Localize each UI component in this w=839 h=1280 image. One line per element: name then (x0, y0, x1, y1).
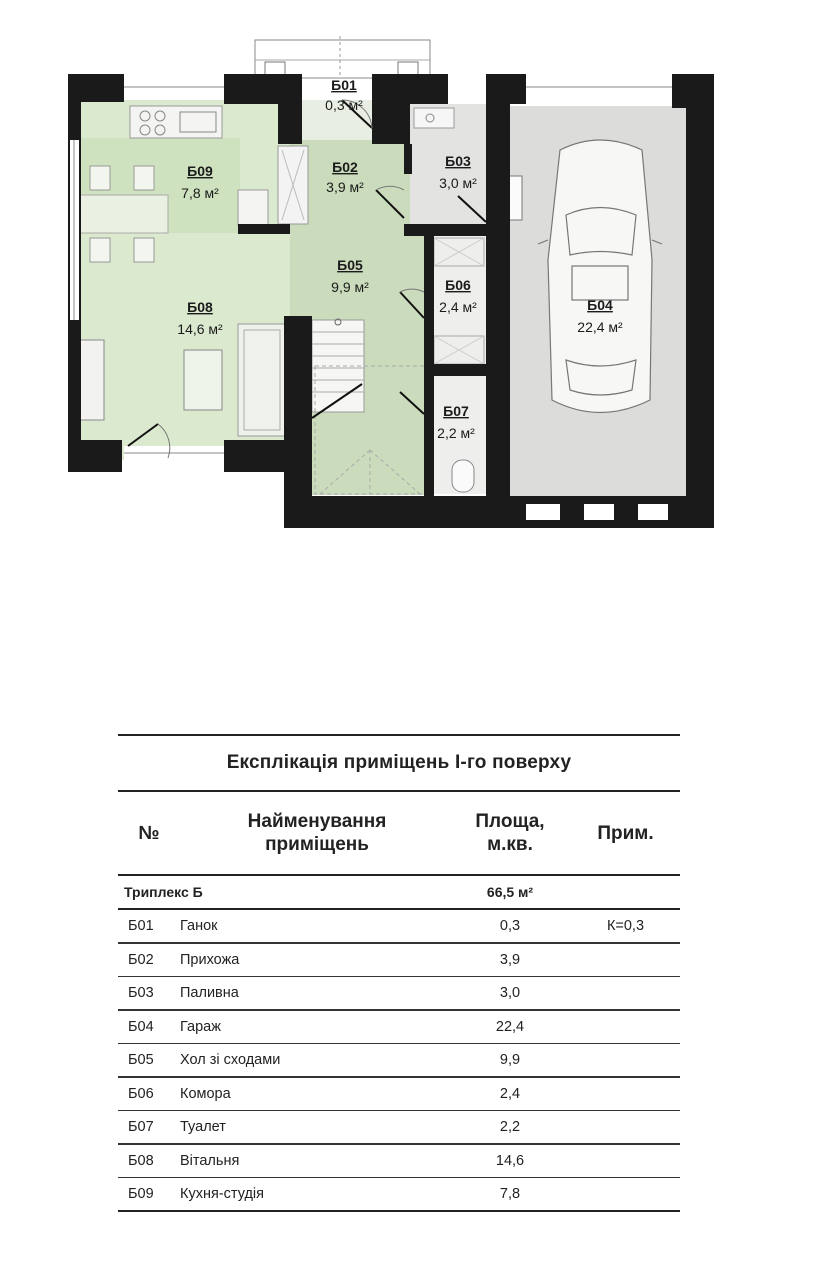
table-row (118, 1178, 680, 1210)
svg-text:2,4 м²: 2,4 м² (439, 299, 477, 315)
header-name (212, 810, 422, 856)
svg-text:Б09: Б09 (187, 163, 213, 179)
table-row (118, 1078, 680, 1110)
header-number: № (138, 823, 160, 844)
svg-text:7,8 м²: 7,8 м² (181, 185, 219, 201)
row-area: 22,4 (495, 1018, 525, 1035)
header-area-line2: м.кв. (487, 834, 533, 855)
row-name: Комора (180, 1085, 231, 1102)
row-number: Б09 (128, 1186, 154, 1202)
svg-text:Б06: Б06 (445, 277, 471, 293)
porch-canopy (255, 40, 430, 78)
header-name-line2: приміщень (265, 834, 369, 855)
row-area: 2,4 (499, 1085, 521, 1102)
table-row (118, 977, 680, 1009)
group-name: Триплекс Б (124, 884, 203, 900)
header-note: Прим. (597, 823, 654, 844)
row-number: Б04 (128, 1018, 154, 1035)
svg-text:9,9 м²: 9,9 м² (331, 279, 369, 295)
svg-text:Б05: Б05 (337, 257, 363, 273)
row-name: Паливна (180, 985, 239, 1001)
svg-text:0,3 м²: 0,3 м² (325, 97, 363, 113)
row-area: 3,0 (499, 985, 521, 1001)
floor-plan (0, 0, 839, 560)
table-group-row (118, 876, 680, 908)
header-name-line1: Найменування (247, 811, 387, 832)
row-area: 2,2 (499, 1119, 521, 1135)
table-row (118, 944, 680, 976)
row-number: Б06 (128, 1085, 154, 1102)
group-area: 66,5 м² (486, 884, 534, 900)
svg-text:Б02: Б02 (332, 159, 358, 175)
row-area: 9,9 (499, 1052, 521, 1068)
rooms-table (118, 734, 680, 1212)
svg-text:3,0 м²: 3,0 м² (439, 175, 477, 191)
row-name: Гараж (180, 1018, 221, 1035)
row-number: Б07 (128, 1119, 154, 1135)
svg-text:22,4 м²: 22,4 м² (577, 319, 623, 335)
table-body (118, 910, 680, 1212)
room-label-b01 (325, 77, 363, 113)
row-area: 7,8 (499, 1186, 521, 1202)
table-header (118, 792, 680, 874)
table-title: Експлікація приміщень І-го поверху (226, 752, 572, 773)
table-row (118, 1111, 680, 1143)
row-number: Б02 (128, 951, 154, 968)
svg-text:2,2 м²: 2,2 м² (437, 425, 475, 441)
table-row (118, 1044, 680, 1076)
svg-text:3,9 м²: 3,9 м² (326, 179, 364, 195)
car-icon (538, 140, 662, 413)
svg-text:Б04: Б04 (587, 297, 613, 313)
row-note: К=0,3 (606, 918, 645, 934)
table-row (118, 910, 680, 942)
row-name: Хол зі сходами (180, 1052, 281, 1068)
header-area (448, 810, 572, 856)
header-area-line1: Площа, (475, 811, 545, 832)
row-name: Прихожа (180, 951, 240, 968)
svg-text:14,6 м²: 14,6 м² (177, 321, 223, 337)
row-number: Б01 (128, 918, 154, 934)
row-area: 3,9 (499, 951, 521, 968)
row-area: 0,3 (499, 918, 521, 934)
svg-text:Б07: Б07 (443, 403, 469, 419)
svg-text:Б03: Б03 (445, 153, 471, 169)
row-name: Вітальня (180, 1152, 240, 1169)
row-number: Б03 (128, 985, 154, 1001)
row-name: Кухня-студія (180, 1186, 264, 1202)
row-name: Ганок (180, 918, 218, 934)
table-row (118, 1145, 680, 1177)
row-number: Б08 (128, 1152, 154, 1169)
table-row (118, 1011, 680, 1043)
svg-text:Б01: Б01 (331, 77, 357, 93)
row-number: Б05 (128, 1052, 154, 1068)
row-area: 14,6 (495, 1152, 525, 1169)
row-name: Туалет (180, 1119, 226, 1135)
svg-text:Б08: Б08 (187, 299, 213, 315)
